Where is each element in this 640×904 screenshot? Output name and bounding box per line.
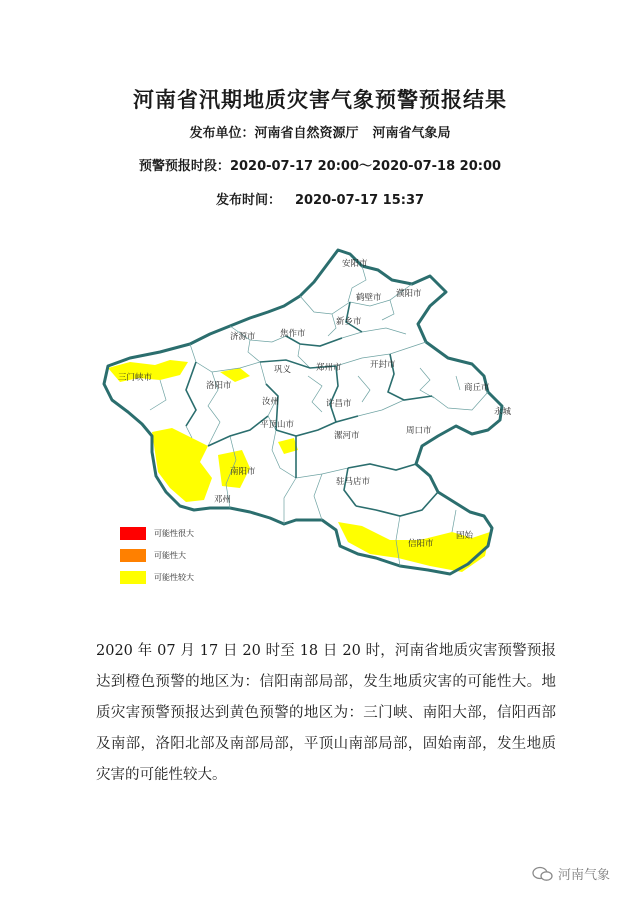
city-label: 汝州 [262,397,280,407]
luoyang-south-area [278,438,298,454]
publisher-line [0,122,640,141]
publisher-1: 河南省自然资源厅 [254,126,359,141]
city-label: 驻马店市 [336,477,371,487]
city-label: 鹤壁市 [356,293,382,303]
city-label: 郑州市 [316,363,342,373]
city-label: 永城 [494,407,512,417]
time-value: 2020-07-17 15:37 [294,193,425,208]
publisher-label: 发布单位： [189,126,255,141]
city-label: 固始 [456,531,474,541]
city-label: 濮阳市 [396,289,422,299]
city-label: 安阳市 [342,259,368,269]
city-label: 开封市 [370,360,396,370]
city-label: 邓州 [214,495,232,505]
city-label: 洛阳市 [206,381,232,391]
city-label: 周口市 [406,426,432,436]
page-title: 河南省汛期地质灾害气象预警预报结果 [133,88,507,112]
city-label: 新乡市 [336,317,362,327]
legend-item [120,566,194,588]
period-line [0,155,640,174]
city-label: 巩义 [274,365,292,375]
publisher-2: 河南省气象局 [372,126,451,141]
wechat-icon [532,866,554,882]
legend-swatch-orange [120,549,146,562]
city-label: 焦作市 [280,329,306,339]
legend-swatch-red [120,527,146,540]
city-label: 济源市 [230,332,256,342]
city-label: 南阳市 [230,467,256,477]
legend-label: 可能性很大 [154,528,194,538]
city-label: 商丘市 [464,383,490,393]
release-time-line [0,189,640,208]
period-value: 2020-07-17 20:00～2020-07-18 20:00 [229,159,502,174]
forecast-paragraph: 2020 年 07 月 17 日 20 时至 18 日 20 时，河南省地质灾害预警预报达到橙色预警的地区为：信阳南部局部，发生地质灾害的可能性大。地质灾害预警预报达到黄色预警的地区为：三门峡、南阳大部，信阳西部及南部，洛阳北部及南部局部，平顶山南部局部，固始南部，发生地质灾害的可能性较大。 [96,643,556,783]
city-label: 平顶山市 [260,420,295,430]
legend-item [120,544,194,566]
legend-label: 可能性大 [154,550,186,560]
legend-label: 可能性较大 [154,572,194,582]
city-label: 漯河市 [334,431,360,441]
city-label: 三门峡市 [118,373,153,383]
nanyang-west-area [152,428,212,502]
city-labels [118,258,512,549]
legend-item [120,522,194,544]
map-legend [120,522,194,588]
legend-swatch-yellow [120,571,146,584]
period-label: 预警预报时段： [138,159,230,174]
city-label: 许昌市 [326,399,352,409]
watermark-text: 河南气象 [557,868,610,883]
city-label: 信阳市 [408,539,434,549]
watermark [532,864,610,883]
time-label: 发布时间： [215,193,281,208]
